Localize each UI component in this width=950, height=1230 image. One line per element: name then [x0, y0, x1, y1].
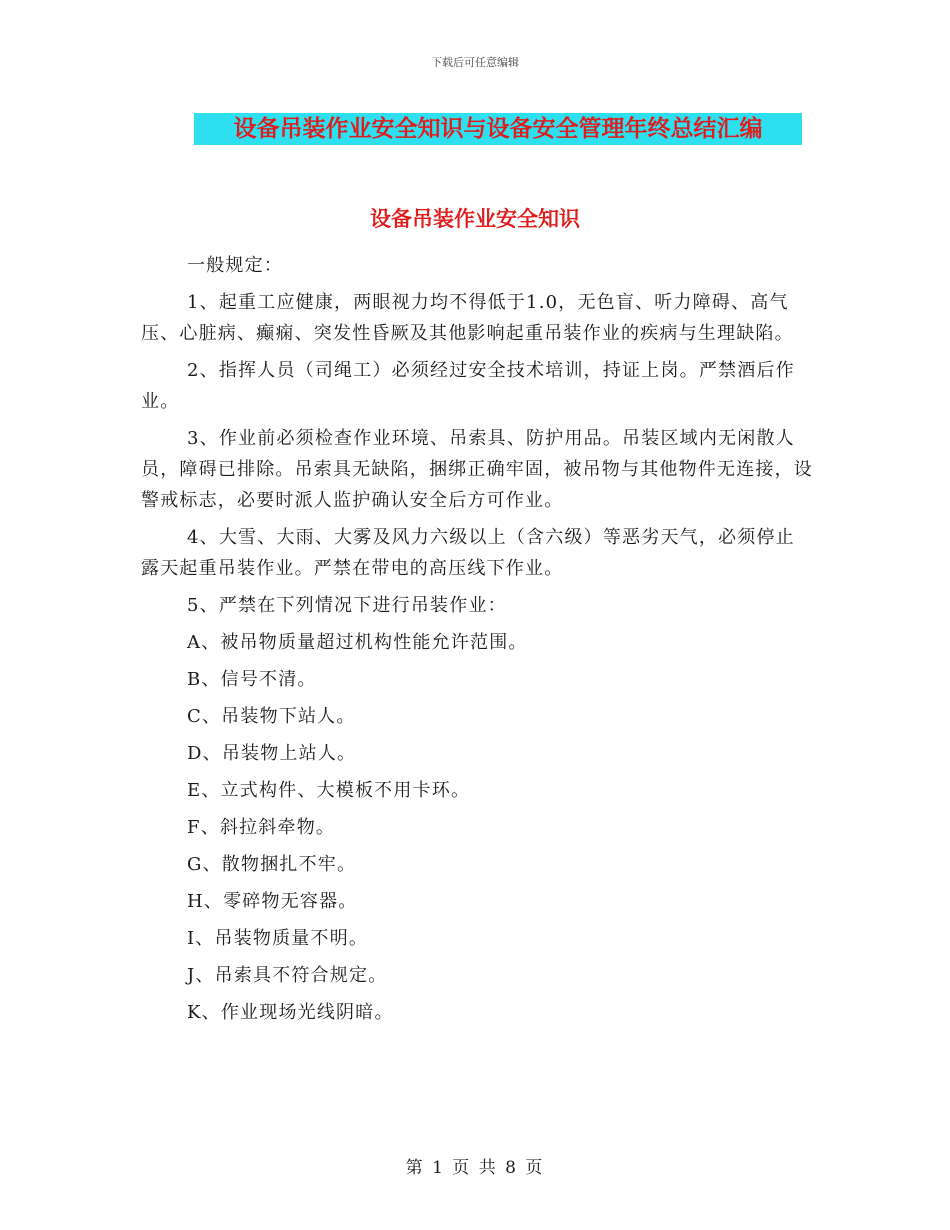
page-footer: 第 1 页 共 8 页 — [405, 1158, 545, 1178]
list-item-k: K、作业现场光线阴暗。 — [187, 1002, 394, 1023]
document-body — [141, 250, 813, 1034]
list-item-e: E、立式构件、大模板不用卡环。 — [187, 780, 471, 801]
list-item-d: D、吊装物上站人。 — [187, 743, 357, 764]
list-item-c: C、吊装物下站人。 — [187, 706, 356, 727]
rule-1: 1、起重工应健康，两眼视力均不得低于1.0，无色盲、听力障碍、高气压、心脏病、癫痫、突发性昏厥及其他影响起重吊装作业的疾病与生理缺陷。 — [141, 292, 794, 344]
section-title: 设备吊装作业安全知识 — [370, 207, 580, 231]
list-item-i: I、吊装物质量不明。 — [187, 928, 369, 949]
list-item-h: H、零碎物无容器。 — [187, 891, 358, 912]
list-item-b: B、信号不清。 — [187, 669, 317, 690]
list-item-j: J、吊索具不符合规定。 — [187, 965, 388, 986]
list-item-a: A、被吊物质量超过机构性能允许范围。 — [187, 632, 528, 653]
list-item-g: G、散物捆扎不牢。 — [187, 854, 357, 875]
main-title: 设备吊装作业安全知识与设备安全管理年终总结汇编 — [194, 113, 802, 145]
header-note: 下载后可任意编辑 — [431, 56, 519, 69]
rule-5: 5、严禁在下列情况下进行吊装作业： — [187, 595, 507, 616]
intro-text: 一般规定： — [187, 255, 283, 276]
list-item-f: F、斜拉斜牵物。 — [187, 817, 336, 838]
rule-2: 2、指挥人员（司绳工）必须经过安全技术培训，持证上岗。严禁酒后作业。 — [141, 360, 795, 412]
rule-4: 4、大雪、大雨、大雾及风力六级以上（含六级）等恶劣天气，必须停止露天起重吊装作业。严禁在带电的高压线下作业。 — [141, 527, 795, 579]
rule-3: 3、作业前必须检查作业环境、吊索具、防护用品。吊装区域内无闲散人员，障碍已排除。吊索具无缺陷，捆绑正确牢固，被吊物与其他物件无连接，设警戒标志，必要时派人监护确认安全后方可作业。 — [141, 428, 813, 511]
